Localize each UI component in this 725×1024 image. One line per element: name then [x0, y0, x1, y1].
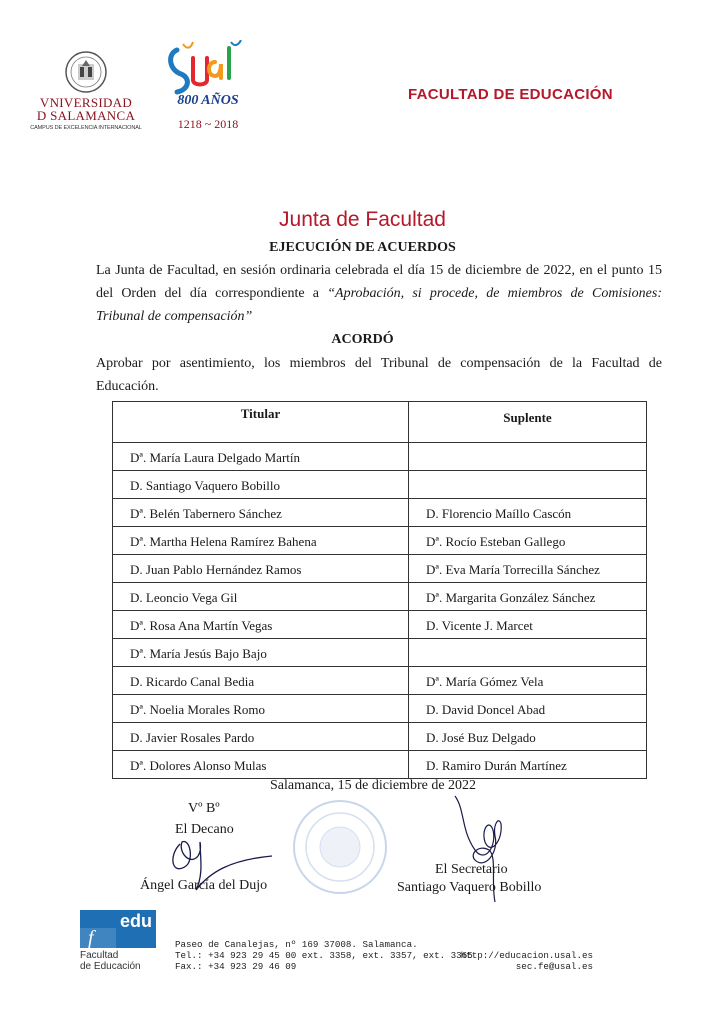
titular-cell: Dª. María Jesús Bajo Bajo: [113, 639, 409, 666]
suplente-cell: Dª. Rocío Esteban Gallego: [426, 534, 566, 549]
titular-cell: D. Javier Rosales Pardo: [113, 723, 409, 750]
dean-name: Ángel García del Dujo: [140, 878, 268, 893]
members-table: [112, 401, 647, 779]
suplente-cell: D. David Doncel Abad: [426, 702, 546, 717]
document-subtitle: EJECUCIÓN DE ACUERDOS: [269, 240, 456, 255]
footer-phone: Tel.: +34 923 29 45 00 ext. 3358, ext. 3357, ext. 3365: [175, 950, 473, 961]
edu-faculty-line1: Facultad: [80, 950, 119, 961]
intro-line-2-prefix: del Orden del día correspondiente a: [96, 286, 328, 301]
suplente-cell: D. José Buz Delgado: [426, 730, 536, 745]
suplente-cell: D. Florencio Maíllo Cascón: [426, 506, 572, 521]
edu-logo-text: edu: [119, 911, 152, 931]
anniversary-years: 1218 ~ 2018: [177, 117, 239, 131]
suplente-cell: Dª. Margarita González Sánchez: [426, 590, 596, 605]
approval-line-1: Aprobar por asentimiento, los miembros del Tribunal de compensación de la Facultad de: [96, 356, 662, 371]
table-row: [113, 554, 646, 582]
edu-faculty-line2: de Educación: [80, 961, 141, 972]
intro-line-2: [96, 282, 662, 305]
university-seal-icon: [64, 50, 108, 94]
titular-cell: Dª. Rosa Ana Martín Vegas: [113, 611, 409, 638]
titular-cell: D. Juan Pablo Hernández Ramos: [113, 555, 409, 582]
intro-line-3-italic: Tribunal de compensación”: [96, 309, 253, 324]
table-row: [113, 638, 646, 666]
titular-cell: Dª. Noelia Morales Romo: [113, 695, 409, 722]
titular-cell: Dª. Martha Helena Ramírez Bahena: [113, 527, 409, 554]
suplente-cell: [409, 443, 646, 470]
footer-fax: Fax.: +34 923 29 46 09: [175, 961, 297, 972]
table-row: [113, 610, 646, 638]
intro-line-3: [96, 305, 662, 328]
suplente-cell: Dª. María Gómez Vela: [426, 674, 544, 689]
document-title: Junta de Facultad: [279, 208, 446, 231]
intro-line-1: La Junta de Facultad, en sesión ordinaria celebrada el día 15 de diciembre de 2022, en el punto 15: [96, 263, 662, 278]
table-header-row: [113, 402, 646, 442]
table-row: [113, 498, 646, 526]
footer-web-link[interactable]: http://educacion.usal.es: [460, 950, 593, 961]
approval-line-2: Educación.: [96, 379, 159, 394]
approval-paragraph: [96, 352, 662, 398]
table-row: [113, 442, 646, 470]
suplente-cell: [409, 639, 646, 666]
suplente-cell: [409, 471, 646, 498]
titular-cell: Dª. Dolores Alonso Mulas: [113, 751, 409, 778]
usal-800-logo-icon: [163, 40, 253, 110]
dean-role: El Decano: [175, 822, 234, 837]
titular-cell: D. Ricardo Canal Bedia: [113, 667, 409, 694]
suplente-cell: D. Ramiro Durán Martínez: [426, 758, 567, 773]
table-row: [113, 582, 646, 610]
intro-line-2-italic: “Aprobación, si procede, de miembros de Comisiones:: [327, 286, 662, 301]
faculty-seal-stamp: [290, 797, 390, 897]
resolved-heading: ACORDÓ: [331, 332, 394, 347]
suplente-cell: Dª. Eva María Torrecilla Sánchez: [426, 562, 600, 577]
footer-contact: [175, 939, 473, 972]
titular-cell: Dª. María Laura Delgado Martín: [113, 443, 409, 470]
university-name-line2: D SALAMANCA: [36, 108, 136, 123]
table-row: [113, 666, 646, 694]
footer-email-link[interactable]: sec.fe@usal.es: [515, 961, 593, 972]
edu-logo-f-icon: f: [88, 927, 94, 948]
faculty-header: FACULTAD DE EDUCACIÓN: [408, 86, 613, 103]
table-row: [113, 694, 646, 722]
table-row: [113, 750, 646, 778]
anniversary-text: 800 AÑOS: [177, 93, 239, 108]
edu-faculty-label: [80, 950, 141, 972]
secretary-name: Santiago Vaquero Bobillo: [397, 880, 542, 895]
university-name-line1: VNIVERSIDAD: [39, 95, 133, 110]
table-row: [113, 722, 646, 750]
university-logo: [30, 50, 142, 131]
footer-address: Paseo de Canalejas, nº 169 37008. Salamanca.: [175, 939, 418, 950]
vb-label: Vº Bº: [188, 801, 220, 816]
suplente-cell: D. Vicente J. Marcet: [426, 618, 533, 633]
titular-cell: D. Leoncio Vega Gil: [113, 583, 409, 610]
table-row: [113, 470, 646, 498]
secretary-role: El Secretario: [435, 862, 508, 877]
university-motto: CAMPUS DE EXCELENCIA INTERNACIONAL: [30, 125, 142, 131]
edu-faculty-logo: [80, 910, 156, 948]
header-suplente: Suplente: [503, 410, 552, 425]
titular-cell: D. Santiago Vaquero Bobillo: [113, 471, 409, 498]
header-titular: Titular: [113, 402, 409, 442]
intro-paragraph: [96, 259, 662, 328]
titular-cell: Dª. Belén Tabernero Sánchez: [113, 499, 409, 526]
anniversary-logo: [163, 40, 253, 132]
table-row: [113, 526, 646, 554]
place-date: Salamanca, 15 de diciembre de 2022: [270, 778, 477, 793]
footer-web-contact: [461, 950, 593, 972]
